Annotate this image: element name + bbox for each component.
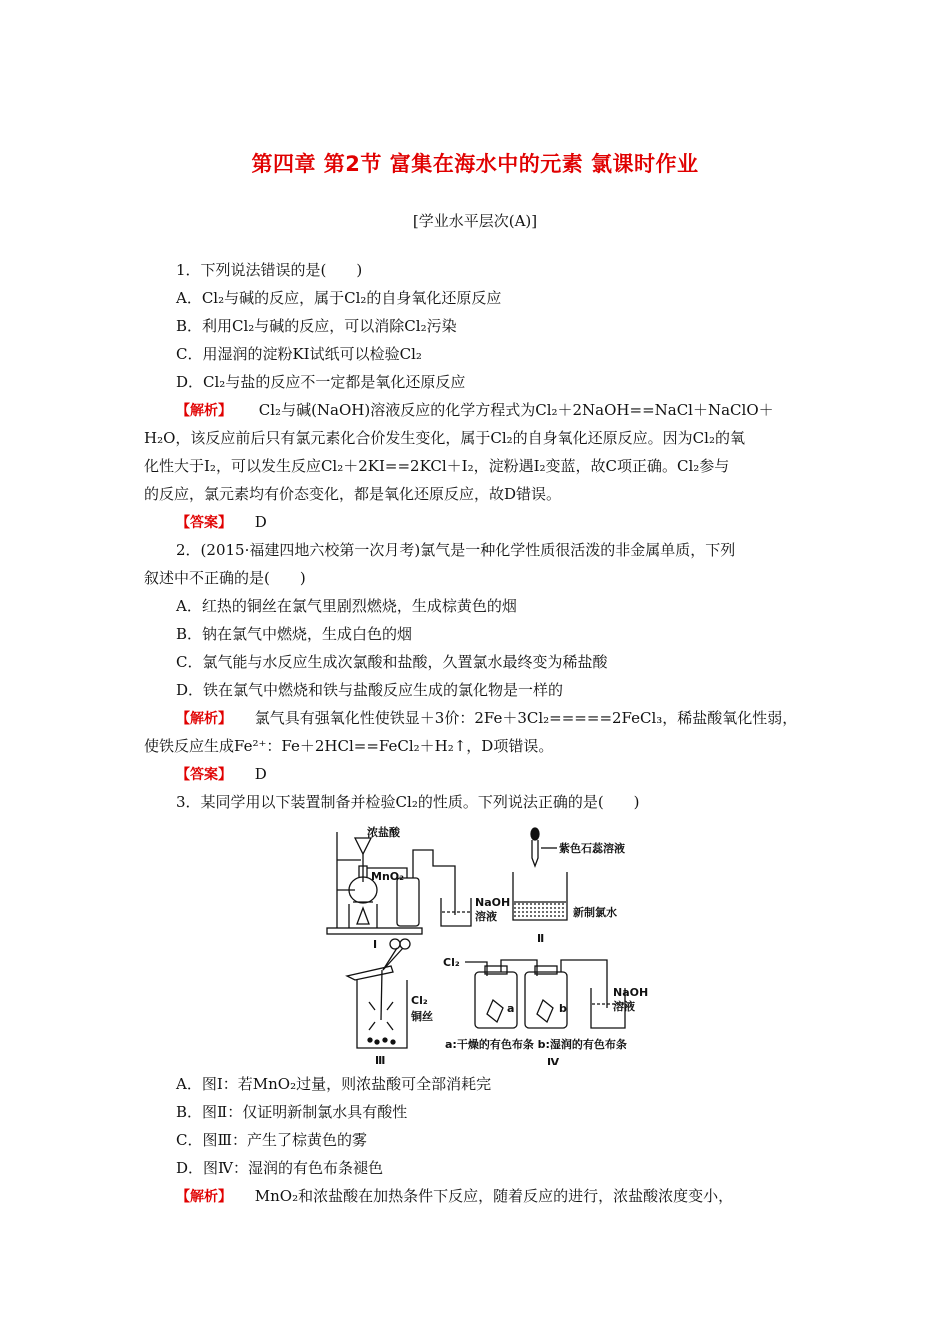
answer-tag: 【答案】 xyxy=(176,767,232,783)
label-solution-1: 溶液 xyxy=(475,910,497,923)
q2-option-a: A．红热的铜丝在氯气里剧烈燃烧，生成棕黄色的烟 xyxy=(176,597,517,615)
q1-option-a: A．Cl₂与碱的反应，属于Cl₂的自身氧化还原反应 xyxy=(176,289,502,307)
q1-option-b: B．利用Cl₂与碱的反应，可以消除Cl₂污染 xyxy=(176,317,457,335)
q1-answer-line xyxy=(176,512,267,533)
label-legend-4: a:干燥的有色布条 b:湿润的有色布条 xyxy=(445,1038,627,1051)
label-naoh-1: NaOH xyxy=(475,896,511,909)
q1-analysis-text: Cl₂与碱(NaOH)溶液反应的化学方程式为Cl₂＋2NaOH==NaCl＋NaClO＋ xyxy=(258,401,774,419)
label-conc-hcl: 浓盐酸 xyxy=(367,826,400,839)
level-label: [学业水平层次(A)] xyxy=(412,212,538,230)
apparatus-2 xyxy=(513,828,625,945)
q2-option-d: D．铁在氯气中燃烧和铁与盐酸反应生成的氯化物是一样的 xyxy=(176,681,564,699)
q3-option-b: B．图Ⅱ：仅证明新制氯水具有酸性 xyxy=(176,1103,408,1121)
q3-option-d: D．图Ⅳ：湿润的有色布条褪色 xyxy=(176,1159,384,1177)
label-litmus: 紫色石蕊溶液 xyxy=(559,842,625,855)
numeral-3: Ⅲ xyxy=(375,1054,386,1065)
apparatus-4 xyxy=(443,956,648,1065)
label-solution-4: 溶液 xyxy=(613,1000,635,1013)
q3-option-a: A．图Ⅰ：若MnO₂过量，则浓盐酸可全部消耗完 xyxy=(176,1075,492,1093)
label-naoh-4: NaOH xyxy=(613,986,649,999)
numeral-1: Ⅰ xyxy=(373,938,378,951)
q3-analysis-line xyxy=(176,1186,733,1207)
question-2-cont: 叙述中不正确的是( ) xyxy=(144,569,306,587)
q2-analysis-line xyxy=(176,708,797,729)
q2-answer: D xyxy=(254,765,267,783)
q1-answer: D xyxy=(254,513,267,531)
q2-analysis-text: 氯气具有强氧化性使铁显＋3价：2Fe＋3Cl₂=====2FeCl₃，稀盐酸氧化性弱， xyxy=(254,709,798,727)
answer-tag: 【答案】 xyxy=(176,515,232,531)
numeral-2: Ⅱ xyxy=(537,932,545,945)
question-1: 1．下列说法错误的是( ) xyxy=(176,261,363,279)
analysis-tag: 【解析】 xyxy=(176,711,232,727)
q1-analysis-cont-2: 化性大于I₂，可以发生反应Cl₂＋2KI==2KCl＋I₂，淀粉遇I₂变蓝，故C项正确。Cl₂参与 xyxy=(144,457,730,475)
q1-analysis-line xyxy=(176,400,774,421)
q2-option-c: C．氯气能与水反应生成次氯酸和盐酸，久置氯水最终变为稀盐酸 xyxy=(176,653,608,671)
q1-analysis-cont-3: 的反应，氯元素均有价态变化，都是氧化还原反应，故D错误。 xyxy=(144,485,562,503)
apparatus-1 xyxy=(327,825,510,951)
label-cl2-4: Cl₂ xyxy=(443,956,460,969)
q1-option-c: C．用湿润的淀粉KI试纸可以检验Cl₂ xyxy=(176,345,422,363)
question-3: 3．某同学用以下装置制备并检验Cl₂的性质。下列说法正确的是( ) xyxy=(176,793,640,811)
label-cl2-3: Cl₂ xyxy=(411,994,428,1007)
q2-option-b: B．钠在氯气中燃烧，生成白色的烟 xyxy=(176,625,413,643)
analysis-tag: 【解析】 xyxy=(176,403,232,419)
apparatus-3 xyxy=(347,939,433,1065)
analysis-tag: 【解析】 xyxy=(176,1189,232,1205)
label-mno2: MnO₂ xyxy=(371,870,404,883)
q1-analysis-cont-1: H₂O，该反应前后只有氯元素化合价发生变化，属于Cl₂的自身氧化还原反应。因为Cl₂的氧 xyxy=(144,429,745,447)
page-title: 第四章 第2节 富集在海水中的元素 氯课时作业 xyxy=(251,152,699,176)
q1-option-d: D．Cl₂与盐的反应不一定都是氧化还原反应 xyxy=(176,373,466,391)
label-b: b xyxy=(559,1002,567,1015)
q2-analysis-cont: 使铁反应生成Fe²⁺：Fe＋2HCl==FeCl₂＋H₂↑，D项错误。 xyxy=(144,737,554,755)
q3-option-c: C．图Ⅲ：产生了棕黄色的雾 xyxy=(176,1131,367,1149)
label-chlorine-water: 新制氯水 xyxy=(573,906,617,919)
label-a: a xyxy=(507,1002,515,1015)
label-copper-wire: 铜丝 xyxy=(411,1010,433,1023)
apparatus-figure xyxy=(325,820,655,1065)
q2-answer-line xyxy=(176,764,267,785)
q3-analysis-text: MnO₂和浓盐酸在加热条件下反应，随着反应的进行，浓盐酸浓度变小， xyxy=(254,1187,734,1205)
numeral-4: Ⅳ xyxy=(547,1056,560,1065)
question-2: 2．(2015·福建四地六校第一次月考)氯气是一种化学性质很活泼的非金属单质，下列 xyxy=(176,541,736,559)
